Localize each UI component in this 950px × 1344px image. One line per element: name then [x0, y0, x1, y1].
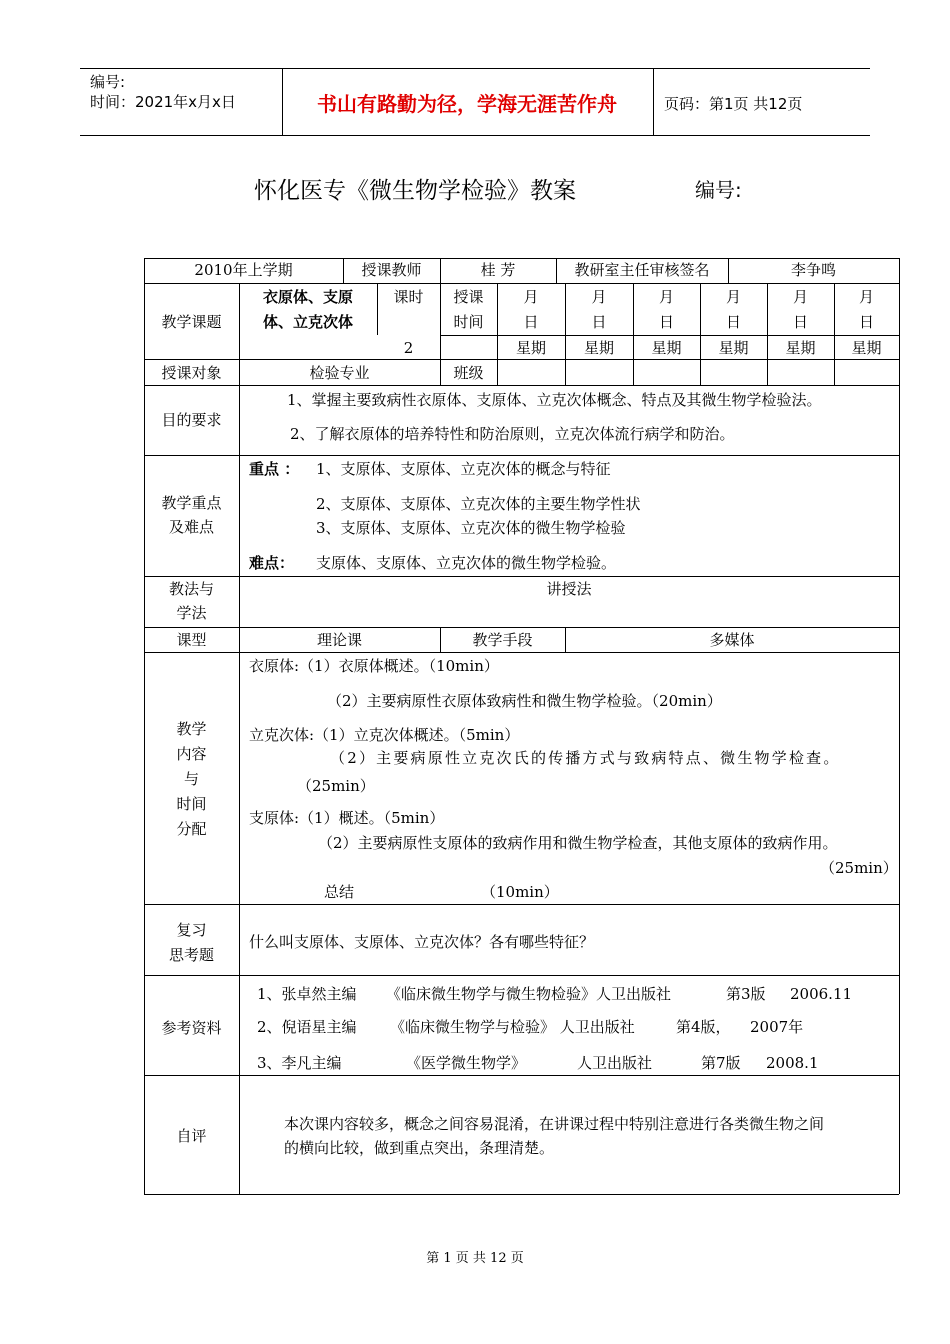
means-label: 教学手段 — [472, 631, 533, 649]
ref-publisher: 人卫出版社 — [577, 1054, 653, 1072]
goal-item: 1、掌握主要致病性衣原体、支原体、立克次体概念、特点及其微生物学检验法。 — [287, 391, 822, 409]
ref-edition: 第3版 — [726, 985, 766, 1003]
date-day: 日 — [725, 313, 741, 331]
time-label-2: 时间 — [453, 313, 484, 331]
document-number-label: 编号: — [695, 178, 742, 202]
key-item: 2、支原体、支原体、立克次体的主要生物学性状 — [316, 495, 641, 513]
date-day: 日 — [658, 313, 674, 331]
method-label-1: 教法与 — [168, 580, 214, 598]
ref-author: 3、李凡主编 — [257, 1054, 342, 1072]
topic-line1: 衣原体、支原 — [262, 288, 353, 306]
ref-edition: 第4版， — [676, 1018, 731, 1036]
date-month: 月 — [858, 288, 874, 306]
date-day: 日 — [591, 313, 607, 331]
content-line: （2）主要病原性衣原体致病性和微生物学检验。（20min） — [327, 692, 722, 710]
ref-author: 2、倪语星主编 — [257, 1018, 357, 1036]
goal-item: 2、了解衣原体的培养特性和防治原则，立克次体流行病学和防治。 — [290, 425, 735, 443]
review-text: 什么叫支原体、支原体、立克次体？各有哪些特征？ — [249, 933, 595, 951]
content-label-line: 与 — [183, 770, 199, 788]
date-month: 月 — [658, 288, 674, 306]
ref-date: 2007年 — [750, 1018, 804, 1036]
eval-label: 自评 — [176, 1127, 207, 1145]
date-day: 日 — [792, 313, 808, 331]
director-name: 李争鸣 — [790, 261, 836, 279]
teacher-name: 桂 芳 — [480, 261, 516, 279]
topic-line2: 体、立克次体 — [262, 313, 353, 331]
content-summary-time: （10min） — [481, 883, 559, 901]
class-label: 班级 — [453, 364, 484, 382]
difficult-heading: 难点： — [249, 554, 295, 572]
semester: 2010年上学期 — [194, 261, 293, 279]
content-line: 支原体:（1）概述。（5min） — [249, 809, 445, 827]
date-month: 月 — [523, 288, 539, 306]
director-label: 教研室主任审核签名 — [574, 261, 710, 279]
content-label-line: 教学 — [176, 720, 207, 738]
header-page-info: 页码：第1页 共12页 — [664, 95, 803, 113]
hours-label: 课时 — [393, 288, 424, 306]
means-value: 多媒体 — [709, 631, 755, 649]
difficult-text: 支原体、支原体、立克次体的微生物学检验。 — [316, 554, 617, 572]
keypoints-label-1: 教学重点 — [161, 494, 222, 512]
key-heading: 重点 ： — [249, 460, 300, 478]
header-number-label: 编号: — [90, 73, 126, 91]
date-day: 日 — [523, 313, 539, 331]
ref-author: 1、张卓然主编 — [257, 985, 357, 1003]
content-label-line: 时间 — [176, 795, 207, 813]
ref-label: 参考资料 — [161, 1019, 222, 1037]
audience-label: 授课对象 — [161, 364, 222, 382]
header-motto: 书山有路勤为径，学海无涯苦作舟 — [317, 92, 617, 116]
method-label-2: 学法 — [176, 604, 207, 622]
ref-book: 《临床微生物学与检验》 人卫出版社 — [390, 1018, 635, 1036]
date-weekday: 星期 — [785, 339, 816, 357]
content-line: （25min） — [297, 777, 375, 795]
content-label-line: 分配 — [176, 820, 207, 838]
date-weekday: 星期 — [583, 339, 614, 357]
teacher-label: 授课教师 — [361, 261, 422, 279]
topic-label: 教学课题 — [161, 313, 222, 331]
document-title: 怀化医专《微生物学检验》教案 — [254, 178, 576, 204]
date-month: 月 — [725, 288, 741, 306]
date-day: 日 — [858, 313, 874, 331]
ref-book: 《临床微生物学与微生物检验》人卫出版社 — [386, 985, 672, 1003]
date-month: 月 — [792, 288, 808, 306]
header-bottom-rule — [80, 135, 870, 136]
review-label-1: 复习 — [176, 921, 207, 939]
key-item: 3、支原体、支原体、立克次体的微生物学检验 — [316, 519, 626, 537]
keypoints-label-2: 及难点 — [168, 518, 214, 536]
content-line: （25min） — [820, 859, 898, 877]
ref-date: 2008.1 — [766, 1054, 819, 1072]
date-weekday: 星期 — [515, 339, 546, 357]
page-footer: 第 1 页 共 12 页 — [426, 1251, 524, 1266]
date-weekday: 星期 — [851, 339, 882, 357]
ref-book: 《医学微生物学》 — [406, 1054, 527, 1072]
method-value: 讲授法 — [546, 580, 592, 598]
date-weekday: 星期 — [651, 339, 682, 357]
type-value: 理论课 — [316, 631, 362, 649]
ref-edition: 第7版 — [701, 1054, 741, 1072]
audience-value: 检验专业 — [309, 364, 370, 382]
date-month: 月 — [591, 288, 607, 306]
header-time-label: 时间：2021年x月x日 — [90, 93, 236, 111]
eval-line: 的横向比较，做到重点突出，条理清楚。 — [284, 1139, 555, 1157]
content-line: 衣原体:（1）衣原体概述。（10min） — [249, 657, 499, 675]
content-line: 立克次体:（1）立克次体概述。（5min） — [249, 726, 520, 744]
key-item: 1、支原体、支原体、立克次体的概念与特征 — [316, 460, 611, 478]
content-label-line: 内容 — [176, 745, 207, 763]
content-line: （2）主要病原性支原体的致病作用和微生物学检查，其他支原体的致病作用。 — [318, 834, 838, 852]
hours-value: 2 — [403, 339, 414, 357]
date-weekday: 星期 — [718, 339, 749, 357]
goals-label: 目的要求 — [161, 411, 222, 429]
eval-line: 本次课内容较多，概念之间容易混淆，在讲课过程中特别注意进行各类微生物之间 — [284, 1115, 825, 1133]
content-summary-label: 总结 — [324, 883, 355, 901]
content-line: （2）主要病原性立克次氏的传播方式与致病特点、微生物学检查。 — [330, 749, 841, 767]
ref-date: 2006.11 — [790, 985, 853, 1003]
type-label: 课型 — [176, 631, 207, 649]
review-label-2: 思考题 — [168, 946, 214, 964]
time-label-1: 授课 — [453, 288, 484, 306]
